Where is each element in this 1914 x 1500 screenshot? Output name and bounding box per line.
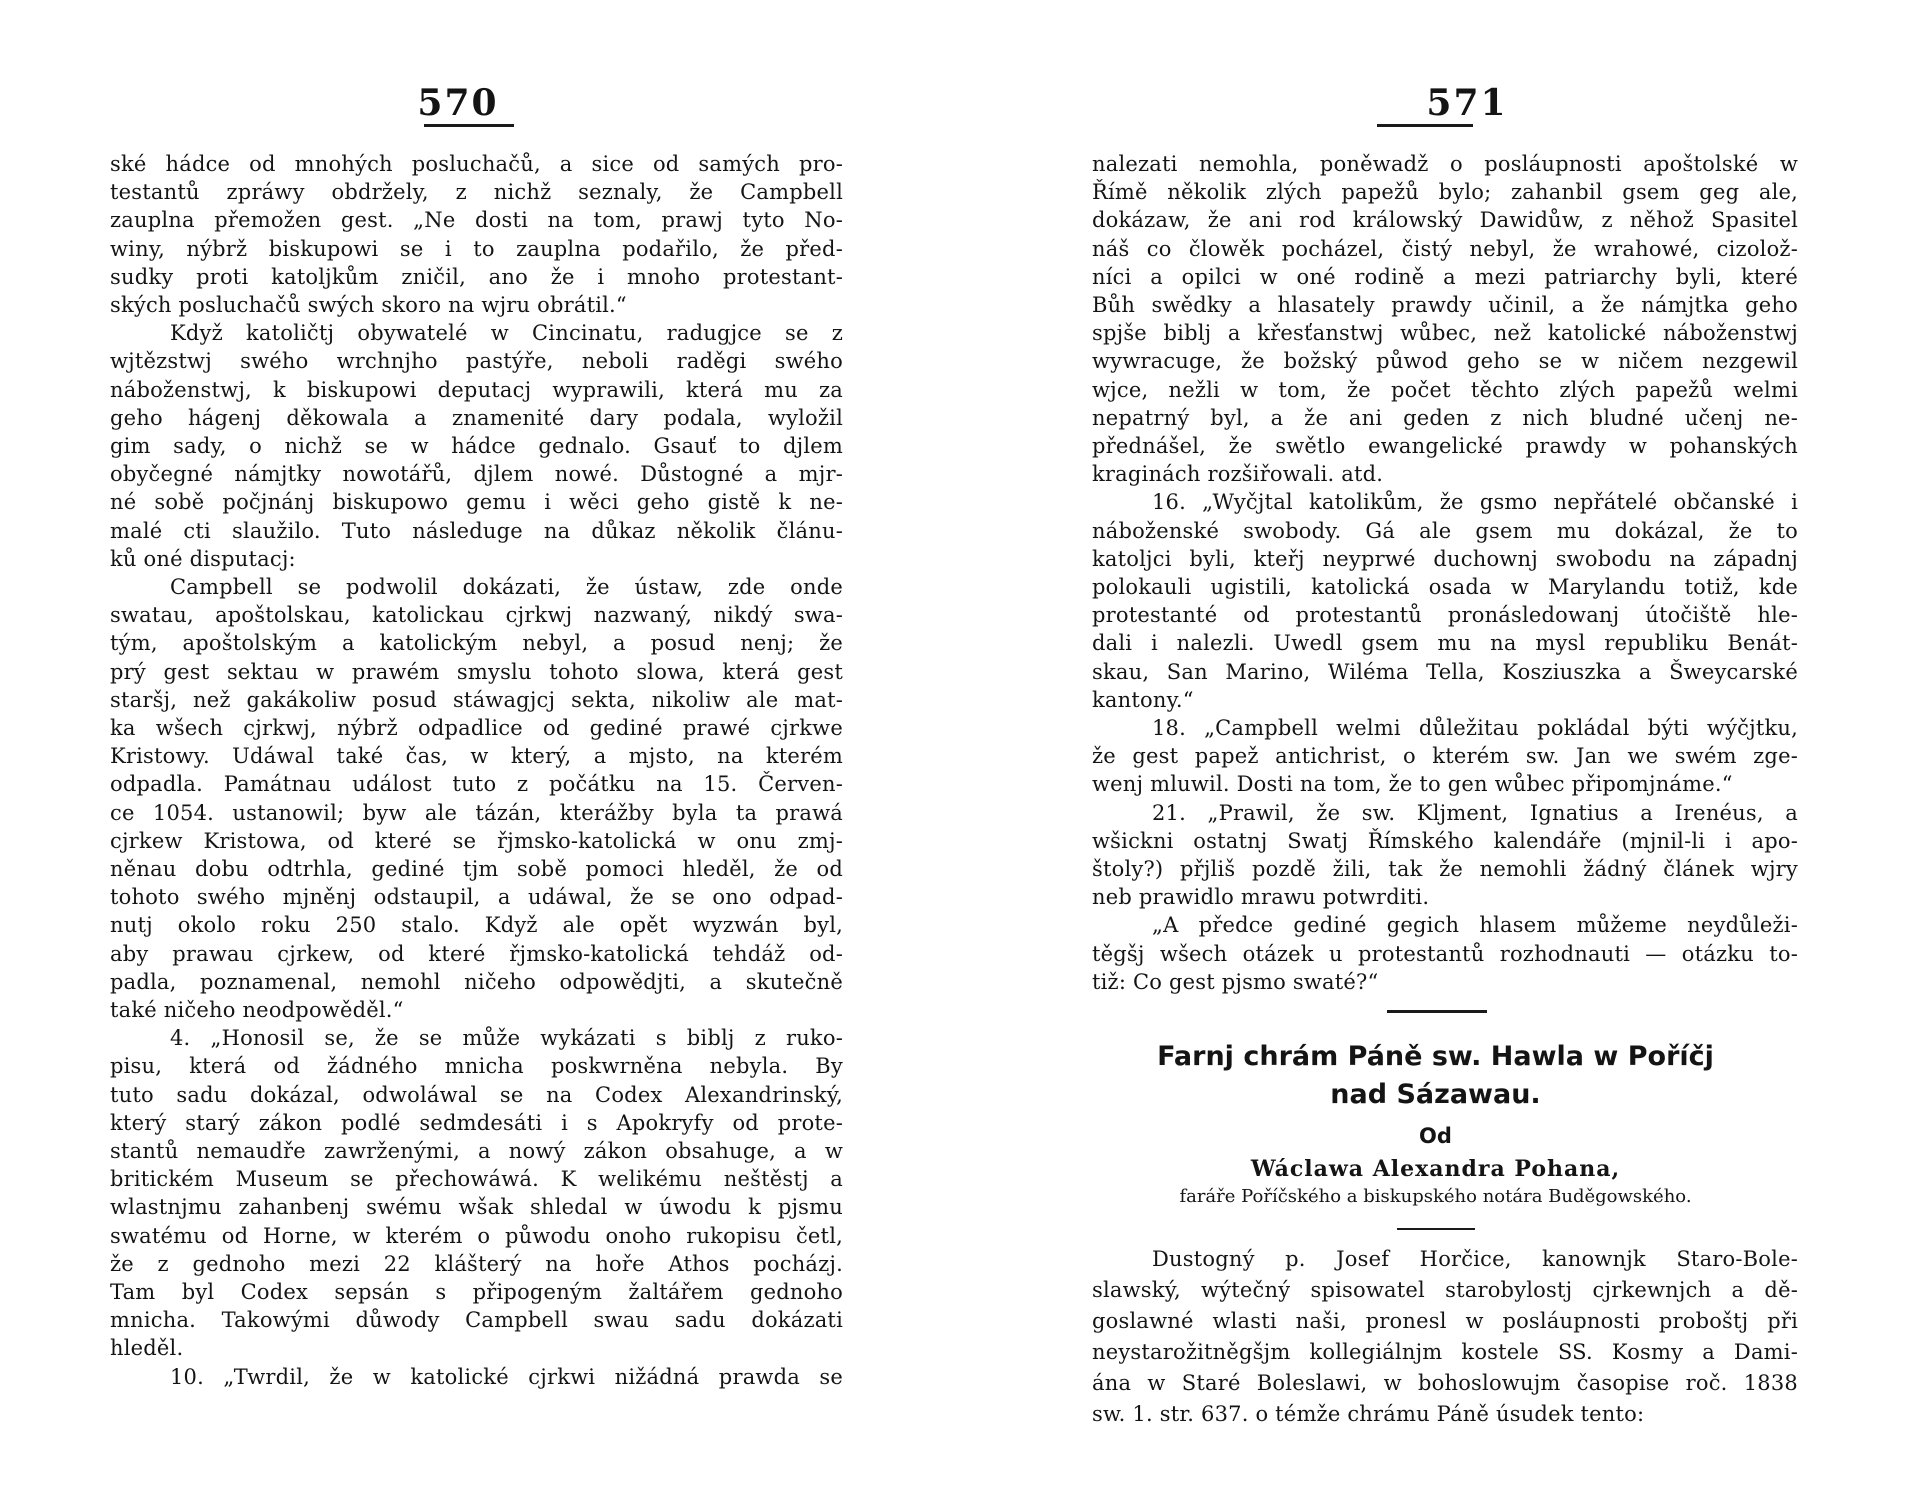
article-body-line: slawský, wýtečný spisowatel starobylostj cjrkewnjch a dě- [1092,1278,1798,1302]
article-body-line: neystarožitněgšjm kollegiálnjm kostele SS. Kosmy a Dami- [1092,1340,1798,1364]
text-line: protestanté od protestantů pronásledowanj útočiště hle- [1092,603,1798,628]
article-body-line: Dustogný p. Josef Horčice, kanownjk Staro-Bole- [1152,1247,1798,1271]
text-line: 16. „Wyčjtal katolikům, že gsmo nepřátelé občanské i [1152,490,1798,515]
text-line: že gest papež antichrist, o kterém sw. Jan we swém zge- [1092,744,1798,769]
text-line: 4. „Honosil se, že se může wykázati s biblj z ruko- [170,1026,843,1051]
text-line: winy, nýbrž biskupowi se i to zauplna podařilo, že před- [110,236,843,261]
text-line: ce 1054. ustanowil; byw ale tázán, kterážby byla ta prawá [110,800,843,825]
text-line: 10. „Twrdil, že w katolické cjrkwi nižádná prawda se [170,1364,843,1389]
text-line: swatau, apoštolskau, katolickau cjrkwj nazwaný, nikdý swa- [110,603,843,628]
text-line: ských posluchačů swých skoro na wjru obrátil.“ [110,293,627,317]
text-line: spjše biblj a křesťanstwj wůbec, než katolické náboženstwj [1092,321,1798,346]
byline-rule [1397,1228,1475,1230]
text-line: tým, apoštolským a katolickým nebyl, a posud nenj; že [110,631,843,656]
text-line: „A předce gediné gegich hlasem můžeme neydůleži- [1152,913,1798,938]
text-line: wšickni ostatnj Swatj Římského kalendáře (mjnil-li i apo- [1092,828,1798,853]
page-number-right: 571 [1426,82,1508,124]
page-number-rule-right [1377,124,1473,127]
text-line: britickém Museum se přechowáwá. K welikému neštěstj a [110,1167,843,1192]
text-line: nepatrný byl, a že ani geden z nich bludné učenj ne- [1092,405,1798,430]
text-line: Když katoličtj obywatelé w Cincinatu, radugjce se z [170,321,843,346]
text-line: náš co člowěk pocházel, čistý nebyl, že wrahowé, cizolož- [1092,236,1798,261]
text-line: wlastnjmu zahanbenj swému wšak shledal w úwodu k pjsmu [110,1195,843,1220]
text-line: níci a opilci w oné rodině a mezi patriarchy byli, které [1092,264,1798,289]
page-number-rule-left [424,124,514,127]
text-line: stantů nemaudře zawrženými, a nowý zákon obsahuge, a w [110,1139,843,1163]
page-number-left: 570 [417,82,499,124]
text-line: dokázaw, že ani rod králowský Dawidůw, z něhož Spasitel [1092,208,1798,233]
text-line: geho hágenj děkowala a znamenité dary podala, wyložil [110,405,843,430]
text-line: tohoto swého mjněnj odstaupil, a udáwal, že se ono odpad- [110,885,843,910]
text-line: padla, poznamenal, nemohl ničeho odpowědjti, a skutečně [110,969,843,994]
text-line: ků oné disputacj: [110,546,296,571]
right-page [957,0,1914,1500]
text-line: aby prawau cjrkew, od které řjmsko-katolická tehdáž od- [110,941,843,966]
section-separator [1387,1010,1487,1013]
text-line: Římě několik zlých papežů bylo; zahanbil gsem geg ale, [1092,180,1798,205]
text-line: tiž: Co gest pjsmo swaté?“ [1092,969,1379,994]
text-line: mnicha. Takowými důwody Campbell swau sadu dokázati [110,1308,843,1333]
text-line: zauplna přemožen gest. „Ne dosti na tom, prawj tyto No- [110,208,843,233]
byline-od: Od [1419,1124,1452,1148]
text-line: cjrkew Kristowa, od které se řjmsko-katolická w onu zmj- [110,828,843,853]
text-line: testantů zpráwy obdržely, z nichž seznaly, že Campbell [110,180,843,205]
text-line: wywracuge, že božský půwod geho se w ničem nezgewil [1092,349,1798,374]
text-line: přednášel, že swětlo ewangelické prawdy w pohanských [1092,434,1798,458]
text-line: Kristowy. Udáwal také čas, w který, a mjsto, na kterém [110,744,843,769]
text-line: náboženstwj, k biskupowi deputacj wyprawili, která mu za [110,377,843,402]
text-line: polokauli ugistili, katolická osada w Marylandu totiž, kde [1092,575,1798,599]
text-line: že z gednoho mezi 22 klášterý na hoře Athos pocházj. [110,1251,843,1276]
text-line: né sobě počjnánj biskupowo gemu i wěci geho gistě k ne- [110,490,843,515]
text-line: hleděl. [110,1336,184,1361]
text-line: něnau dobu odtrhla, gediné tjm sobě pomoci hleděl, že od [110,857,843,881]
section-heading-line2: nad Sázawau. [1330,1079,1541,1110]
text-line: těgšj wšech otázek u protestantů rozhodnauti — otázku to- [1092,941,1798,966]
text-line: gim sady, o nichž se w hádce gednalo. Gsauť to djlem [110,434,843,458]
text-line: dali i nalezli. Uwedl gsem mu na mysl republiku Benát- [1092,631,1798,656]
text-line: ka wšech cjrkwj, nýbrž odpadlice od gediné prawé cjrkwe [110,716,843,740]
text-line: štoly?) přjliš pozdě žili, tak že nemohli žádný článek wjry [1092,857,1798,881]
author-title: faráře Poříčského a biskupského notára Buděgowského. [1179,1186,1692,1207]
text-line: katoljci byli, kteřj neyprwé duchownj swobodu na západnj [1092,546,1798,571]
text-line: 21. „Prawil, že sw. Kljment, Ignatius a Irenéus, a [1152,800,1798,825]
text-line: také ničeho neodpowěděl.“ [110,998,404,1022]
article-body-line: goslawné wlasti naši, pronesl w posláupnosti proboštj při [1092,1309,1798,1333]
text-line: pisu, která od žádného mnicha poskwrněna nebyla. By [110,1054,843,1079]
text-line: ské hádce od mnohých posluchačů, a sice od samých pro- [110,152,843,176]
article-body-line: ána w Staré Boleslawi, w bohoslowujm časopise roč. 1838 [1092,1371,1798,1395]
text-line: kantony.“ [1092,687,1194,712]
text-line: odpadla. Památnau událost tuto z počátku na 15. Červen- [110,772,843,797]
text-line: Campbell se podwolil dokázati, že ústaw, zde onde [170,575,843,599]
text-line: nalezati nemohla, poněwadž o posláupnosti apoštolské w [1092,152,1798,176]
text-line: kraginách rozšiřowali. atd. [1092,462,1384,487]
text-line: neb prawidlo mrawu potwrditi. [1092,885,1430,910]
text-line: prý gest sektau w prawém smyslu tohoto slowa, která gest [110,659,843,684]
text-line: wjce, nežli w tom, že počet těchto zlých papežů welmi [1092,377,1798,402]
section-heading-line1: Farnj chrám Páně sw. Hawla w Poříčj [1157,1041,1714,1072]
text-line: wenj mluwil. Dosti na tom, že to gen wůbec připomjnáme.“ [1092,772,1733,797]
text-line: tuto sadu dokázal, odwoláwal se na Codex Alexandrinský, [110,1082,843,1107]
article-body-line: sw. 1. str. 637. o témže chrámu Páně úsudek tento: [1092,1402,1645,1426]
text-line: který starý zákon podlé sedmdesáti i s Apokryfy od prote- [110,1110,843,1135]
text-line: Tam byl Codex sepsán s připogeným žaltářem gednoho [110,1280,843,1304]
text-line: staršj, než gakákoliw posud stáwagjcj sekta, nikoliw ale mat- [110,687,843,712]
text-line: skau, San Marino, Wiléma Tella, Kosziuszka a Šweycarské [1092,659,1798,684]
text-line: sudky proti katoljkům zničil, ano že i mnoho protestant- [110,264,843,289]
text-line: Bůh swědky a hlasately prawdy učinil, a že námjtka geho [1092,293,1798,317]
author-name: Wáclawa Alexandra Pohana, [1250,1156,1621,1182]
text-line: malé cti slaužilo. Tuto následuge na důkaz několik článu- [110,518,843,543]
text-line: nutj okolo roku 250 stalo. Když ale opět wyzwán byl, [110,913,843,938]
text-line: swatému od Horne, w kterém o půwodu onoho rukopisu četl, [110,1223,843,1248]
text-line: 18. „Campbell welmi důležitau pokládal býti wýčjtku, [1152,716,1798,740]
text-line: obyčegné námjtky nowotářů, djlem nowé. Důstogné a mjr- [110,462,843,487]
text-line: náboženské swobody. Gá ale gsem mu dokázal, že to [1092,518,1798,543]
text-line: wjtězstwj swého wrchnjho pastýře, neboli raděgi swého [110,349,843,374]
